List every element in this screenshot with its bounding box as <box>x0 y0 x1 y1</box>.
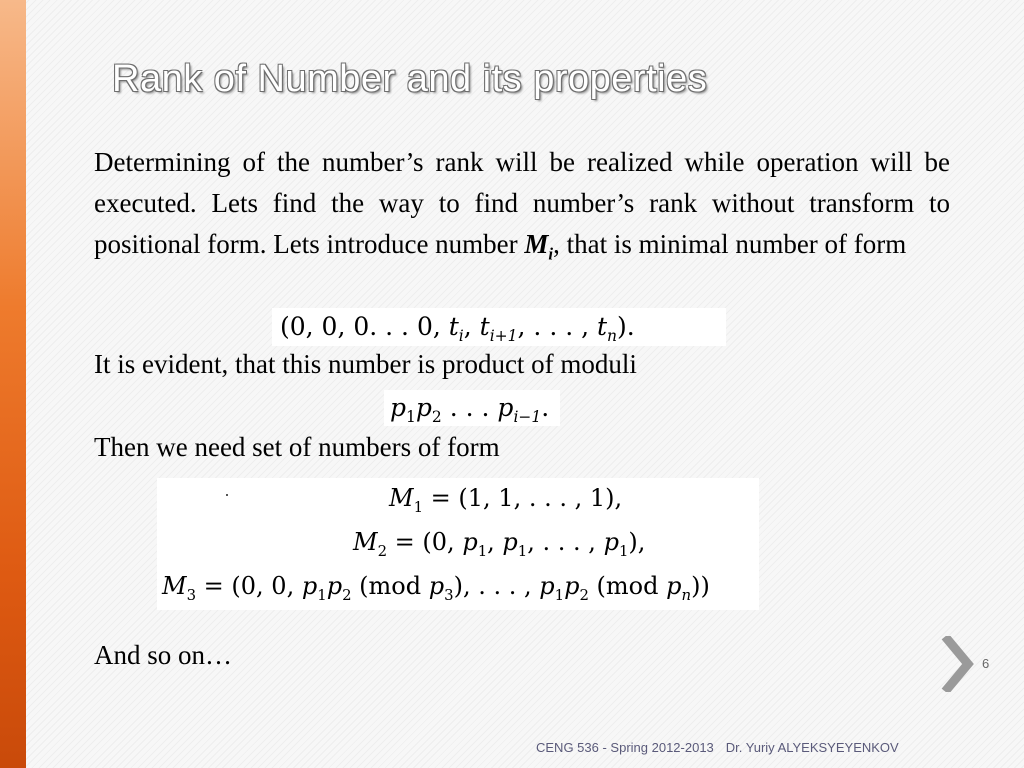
slide-number: 6 <box>982 656 990 671</box>
formula-var: p <box>326 572 343 600</box>
formula-var: p <box>428 572 445 600</box>
formula-sub: 1 <box>618 541 629 560</box>
formula-text: . <box>541 393 550 422</box>
formula-sub: 1 <box>554 585 565 604</box>
formula-text: (mod <box>351 572 429 600</box>
symbol-m-subscript: i <box>548 244 554 264</box>
formula-var: p <box>415 393 432 422</box>
chevron-right-icon[interactable] <box>940 636 974 697</box>
formula-text: = (1, 1, . . . , 1), <box>423 484 623 512</box>
formula-text: ). <box>617 312 635 341</box>
accent-bar <box>0 0 26 768</box>
paragraph-intro-tail: , that is minimal number of form <box>553 229 907 259</box>
formula-set-of-numbers <box>157 478 759 610</box>
paragraph-intro <box>94 142 950 274</box>
formula-var: p <box>502 528 518 556</box>
formula-var: M <box>389 484 414 512</box>
paragraph-set: Then we need set of numbers of form <box>94 432 500 462</box>
formula-sub: 1 <box>517 541 528 560</box>
stray-dot <box>226 494 228 496</box>
formula-sub: n <box>607 327 618 345</box>
footer <box>536 740 899 755</box>
formula-sub: 1 <box>317 585 327 604</box>
formula-sub: i−1 <box>513 408 542 426</box>
formula-sub: i <box>458 327 464 345</box>
formula-sub: 1 <box>477 541 488 560</box>
formula-text: (0, 0, 0. . . 0, <box>280 312 449 341</box>
formula-var: p <box>497 393 514 422</box>
formula-sub: 1 <box>413 497 424 516</box>
formula-sub: n <box>681 585 692 604</box>
paragraph-and-so-on: And so on… <box>94 640 233 670</box>
formula-var: t <box>597 312 608 341</box>
formula-sub: 2 <box>342 585 352 604</box>
slide-title: Rank of Number and its properties <box>112 58 708 100</box>
formula-line-m3 <box>162 566 710 615</box>
formula-text: = (0, 0, <box>196 572 302 600</box>
formula-sub: 1 <box>406 408 416 426</box>
formula-var: M <box>353 528 378 556</box>
formula-text: , <box>463 312 480 341</box>
formula-var: t <box>479 312 490 341</box>
formula-var: p <box>390 393 407 422</box>
formula-text: , . . . , <box>517 312 597 341</box>
chevron-right-icon-graphic <box>940 636 974 692</box>
symbol-m: M <box>524 229 549 259</box>
formula-sub: 2 <box>431 408 442 426</box>
paragraph-product: It is evident, that this number is product of moduli <box>94 349 637 379</box>
formula-text: )) <box>691 572 710 600</box>
formula-text: . . . <box>441 393 498 422</box>
formula-line-m2 <box>353 522 645 571</box>
formula-sub: 3 <box>444 585 454 604</box>
formula-minimal-number <box>272 308 726 346</box>
formula-text: , . . . , <box>527 528 604 556</box>
formula-line-m1 <box>389 478 622 527</box>
footer-course: CENG 536 - Spring 2012-2013 <box>536 740 714 755</box>
formula-var: p <box>603 528 619 556</box>
formula-sub: 2 <box>579 585 589 604</box>
formula-var: p <box>301 572 318 600</box>
formula-text: = (0, <box>387 528 463 556</box>
formula-sub: 2 <box>377 541 388 560</box>
formula-moduli-product <box>384 390 560 426</box>
footer-author: Dr. Yuriy ALYEKSYEYENKOV <box>725 740 899 755</box>
formula-var: p <box>564 572 580 600</box>
formula-text: (mod <box>588 572 667 600</box>
paragraph-intro-text: Determining of the number’s rank will be realized while operation will be executed. Lets find the way to find number’s rank without transform to positional form. Lets introduce number <box>94 147 950 259</box>
formula-var: p <box>666 572 682 600</box>
formula-text: ), <box>628 528 646 556</box>
formula-sub: i+1 <box>489 327 518 345</box>
formula-text: ), . . . , <box>453 572 540 600</box>
formula-var: p <box>462 528 478 556</box>
formula-var: t <box>448 312 459 341</box>
formula-sub: 3 <box>186 585 197 604</box>
formula-text: , <box>487 528 503 556</box>
formula-var: M <box>162 572 187 600</box>
formula-var: p <box>539 572 555 600</box>
